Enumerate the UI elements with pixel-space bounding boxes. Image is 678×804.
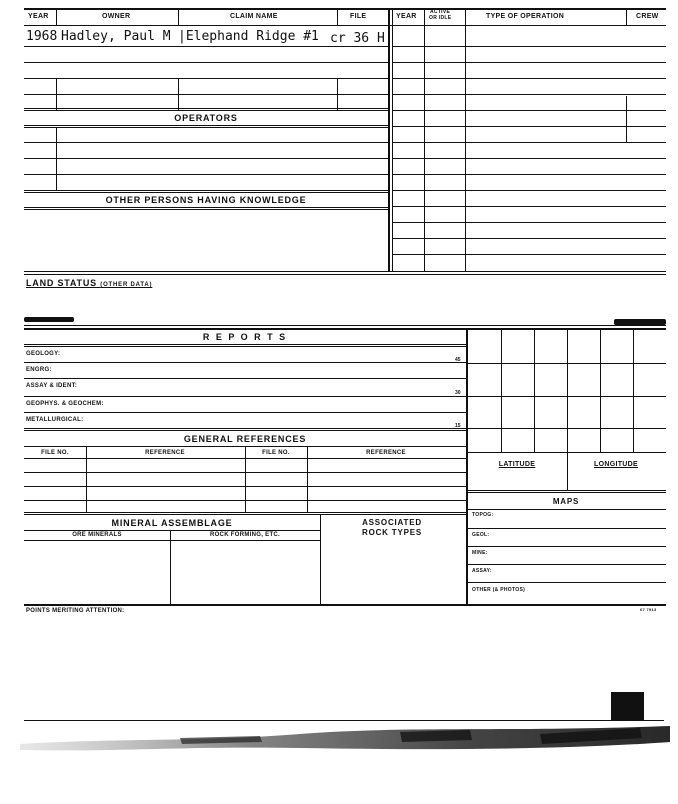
row-line bbox=[24, 192, 388, 193]
col-sep bbox=[626, 96, 627, 142]
reports-top-line bbox=[24, 328, 666, 330]
row-line bbox=[24, 62, 388, 63]
type-of-operation-header: TYPE OF OPERATION bbox=[486, 13, 565, 20]
reports-top-line bbox=[24, 325, 666, 326]
col-sep bbox=[170, 530, 171, 604]
col-sep bbox=[178, 8, 179, 25]
topog-label: TOPOG: bbox=[472, 512, 494, 518]
claim-name-header: CLAIM NAME bbox=[230, 13, 278, 20]
top-block-bottom bbox=[24, 271, 666, 272]
year-right-header: YEAR bbox=[396, 13, 417, 20]
col-sep bbox=[307, 446, 308, 512]
points-meriting-label: POINTS MERITING ATTENTION: bbox=[26, 608, 125, 614]
other-persons-title: OTHER PERSONS HAVING KNOWLEDGE bbox=[105, 195, 307, 205]
right-row-line bbox=[393, 238, 666, 239]
active-header: ACTIVE bbox=[430, 9, 451, 15]
row-line bbox=[467, 528, 666, 529]
row-line bbox=[24, 108, 388, 109]
right-row-line bbox=[393, 62, 666, 63]
year-header: YEAR bbox=[28, 13, 49, 20]
col-sep bbox=[56, 78, 57, 110]
grid-line bbox=[467, 363, 666, 364]
reference-header-1: REFERENCE bbox=[145, 450, 185, 456]
col-sep bbox=[245, 446, 246, 512]
bottom-line bbox=[24, 604, 666, 606]
right-row-line bbox=[393, 190, 666, 191]
row-line bbox=[24, 344, 466, 345]
row-line bbox=[24, 209, 388, 210]
col-sep bbox=[320, 514, 321, 604]
row-line bbox=[24, 190, 388, 191]
maps-title: MAPS bbox=[552, 497, 580, 506]
latitude-label: LATITUDE bbox=[498, 461, 536, 468]
row-line bbox=[24, 174, 388, 175]
row-line bbox=[24, 530, 320, 531]
footer-code: 67 7913 bbox=[640, 607, 657, 612]
row-line bbox=[24, 125, 388, 126]
grid-line bbox=[567, 328, 568, 452]
row-line bbox=[24, 142, 388, 143]
owner-header: OWNER bbox=[102, 13, 131, 20]
metallurgical-label: METALLURGICAL: bbox=[26, 417, 84, 423]
row-line bbox=[24, 46, 388, 47]
rock-types-title: ROCK TYPES bbox=[361, 528, 423, 537]
row-line bbox=[467, 490, 666, 491]
row-line bbox=[24, 346, 466, 347]
row-line bbox=[24, 396, 466, 397]
associated-title: ASSOCIATED bbox=[362, 518, 422, 527]
row-line bbox=[24, 78, 388, 79]
right-row-line bbox=[393, 158, 666, 159]
num-30: 30 bbox=[455, 390, 461, 396]
reports-divider bbox=[466, 328, 468, 604]
num-45: 45 bbox=[455, 357, 461, 363]
geol-label: GEOL: bbox=[472, 532, 490, 538]
col-sep bbox=[465, 8, 466, 25]
col-sep bbox=[626, 8, 627, 25]
row-line bbox=[24, 412, 466, 413]
file-no-header-1: FILE NO. bbox=[41, 450, 69, 456]
grid-line bbox=[467, 396, 666, 397]
black-square-mark bbox=[611, 692, 644, 720]
grid-line bbox=[633, 328, 634, 452]
scan-noise-strip bbox=[0, 724, 678, 764]
col-sep bbox=[337, 78, 338, 110]
row-line bbox=[24, 512, 466, 513]
right-row-line bbox=[393, 174, 666, 175]
rock-forming-header: ROCK FORMING, ETC. bbox=[209, 532, 281, 538]
grid-line bbox=[467, 428, 666, 429]
row-line bbox=[24, 94, 388, 95]
row-line bbox=[467, 564, 666, 565]
num-15: 15 bbox=[455, 423, 461, 429]
row-line bbox=[467, 492, 666, 493]
reports-title: R E P O R T S bbox=[202, 332, 288, 342]
land-status-title: LAND STATUS (OTHER DATA) bbox=[26, 278, 153, 288]
geophys-label: GEOPHYS. & GEOCHEM: bbox=[26, 401, 104, 407]
general-references-title: GENERAL REFERENCES bbox=[183, 434, 307, 444]
row-line bbox=[24, 378, 466, 379]
black-tab-left bbox=[24, 317, 74, 322]
or-idle-header: OR IDLE bbox=[429, 15, 452, 21]
row-line bbox=[24, 110, 388, 111]
right-row-line bbox=[393, 206, 666, 207]
crew-header: CREW bbox=[636, 13, 659, 20]
right-row-line bbox=[393, 94, 666, 95]
scan-edge-line bbox=[24, 720, 664, 721]
col-sep bbox=[424, 8, 425, 25]
grid-line bbox=[501, 328, 502, 452]
row-line bbox=[24, 514, 466, 515]
reference-header-2: REFERENCE bbox=[366, 450, 406, 456]
top-block-bottom bbox=[24, 274, 666, 275]
operators-title: OPERATORS bbox=[174, 113, 238, 123]
right-row-line bbox=[393, 46, 666, 47]
entry-claim-name: |Elephand Ridge #1 bbox=[178, 29, 319, 44]
file-no-header-2: FILE NO. bbox=[262, 450, 290, 456]
ore-minerals-header: ORE MINERALS bbox=[72, 532, 122, 538]
right-row-line bbox=[393, 222, 666, 223]
row-line bbox=[24, 158, 388, 159]
row-line bbox=[24, 540, 320, 541]
mineral-assemblage-title: MINERAL ASSEMBLAGE bbox=[111, 518, 233, 528]
col-sep bbox=[337, 8, 338, 25]
row-line bbox=[24, 430, 466, 431]
right-row-line bbox=[393, 254, 666, 255]
col-sep bbox=[465, 25, 466, 272]
row-line bbox=[24, 207, 388, 208]
col-sep bbox=[86, 446, 87, 512]
main-divider bbox=[392, 8, 393, 272]
other-photos-label: OTHER (& PHOTOS) bbox=[472, 587, 526, 593]
mine-label: MINE: bbox=[472, 550, 488, 556]
right-row-line bbox=[393, 142, 666, 143]
main-divider bbox=[388, 8, 390, 272]
row-line bbox=[24, 428, 466, 429]
col-sep bbox=[56, 127, 57, 191]
grid-line bbox=[600, 328, 601, 452]
entry-file: cr 36 H bbox=[330, 31, 385, 46]
col-sep bbox=[56, 8, 57, 25]
row-line bbox=[24, 362, 466, 363]
engrg-label: ENGRG: bbox=[26, 367, 52, 373]
file-header: FILE bbox=[350, 13, 367, 20]
geology-label: GEOLOGY: bbox=[26, 351, 61, 357]
entry-owner: Hadley, Paul M bbox=[61, 29, 171, 44]
col-sep bbox=[567, 452, 568, 490]
right-row-line bbox=[393, 78, 666, 79]
entry-year: 1968 bbox=[26, 29, 58, 44]
row-line bbox=[467, 546, 666, 547]
row-line bbox=[24, 127, 388, 128]
col-sep bbox=[178, 78, 179, 110]
grid-line bbox=[534, 328, 535, 452]
row-line bbox=[467, 509, 666, 510]
row-line bbox=[467, 582, 666, 583]
assay-label: ASSAY: bbox=[472, 568, 492, 574]
header-bottom-line bbox=[24, 25, 666, 26]
col-sep bbox=[424, 25, 425, 272]
longitude-label: LONGITUDE bbox=[594, 461, 638, 468]
top-border bbox=[24, 8, 666, 10]
assay-ident-label: ASSAY & IDENT: bbox=[26, 383, 78, 389]
